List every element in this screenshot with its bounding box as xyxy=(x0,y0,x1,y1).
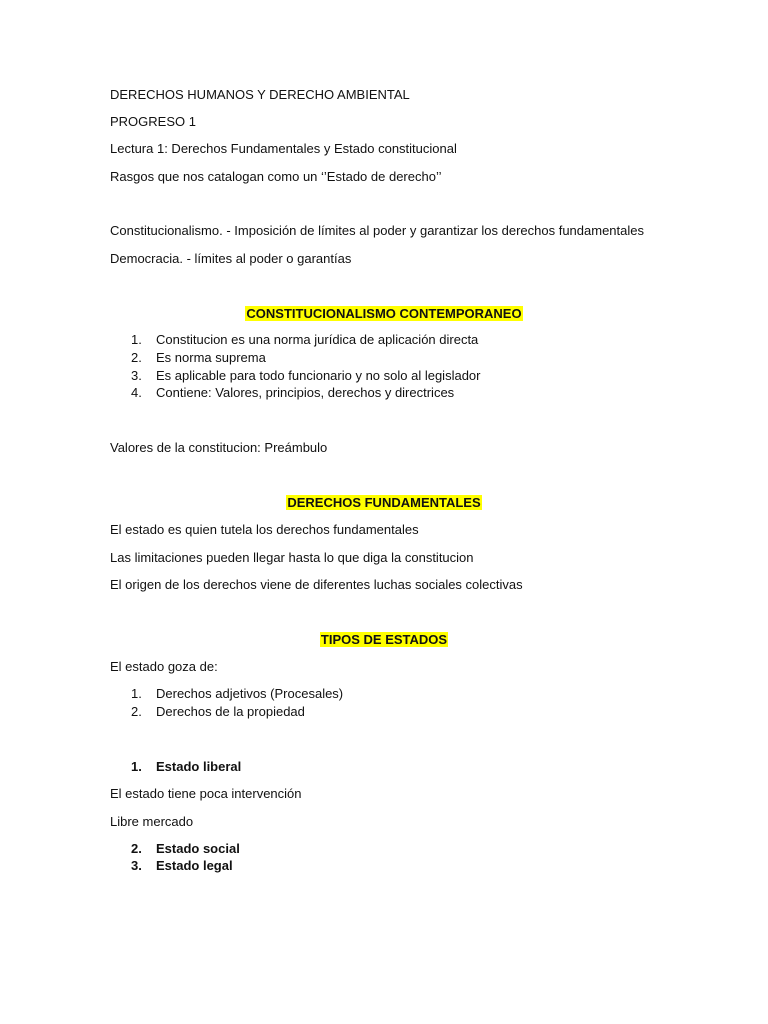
list-number: 2. xyxy=(131,704,142,719)
values-note: Valores de la constitucion: Preámbulo xyxy=(110,440,328,455)
paragraph-line: El estado tiene poca intervención xyxy=(110,786,302,801)
state-heading xyxy=(131,759,241,775)
state-heading xyxy=(131,858,233,874)
list-number: 3. xyxy=(131,368,142,383)
section-heading xyxy=(0,495,768,511)
intro-line: El estado goza de: xyxy=(110,659,218,674)
list-item xyxy=(131,368,480,384)
list-number: 3. xyxy=(131,858,142,873)
list-number: 1. xyxy=(131,686,142,701)
state-heading xyxy=(131,841,240,857)
section-heading xyxy=(0,632,768,648)
highlighted-heading: DERECHOS FUNDAMENTALES xyxy=(287,495,481,510)
list-number: 4. xyxy=(131,385,142,400)
course-title: DERECHOS HUMANOS Y DERECHO AMBIENTAL xyxy=(110,87,410,102)
list-text: Estado liberal xyxy=(156,759,242,774)
lecture-title: Lectura 1: Derechos Fundamentales y Estado constitucional xyxy=(110,141,457,156)
traits-line: Rasgos que nos catalogan como un ‘’Estado de derecho’’ xyxy=(110,169,442,184)
list-text: Estado legal xyxy=(156,858,233,873)
list-item xyxy=(131,385,454,401)
list-item xyxy=(131,350,266,366)
list-number: 1. xyxy=(131,332,142,347)
list-text: Es norma suprema xyxy=(156,350,266,365)
paragraph-line: El estado es quien tutela los derechos fundamentales xyxy=(110,522,419,537)
definition-constitucionalismo: Constitucionalismo. - Imposición de límites al poder y garantizar los derechos fundamentales xyxy=(110,223,644,238)
section-heading xyxy=(0,306,768,322)
list-text: Es aplicable para todo funcionario y no solo al legislador xyxy=(156,368,481,383)
definition-democracia: Democracia. - límites al poder o garantías xyxy=(110,251,352,266)
progress-label: PROGRESO 1 xyxy=(110,114,196,129)
list-number: 2. xyxy=(131,350,142,365)
list-text: Estado social xyxy=(156,841,240,856)
list-text: Derechos de la propiedad xyxy=(156,704,305,719)
highlighted-heading: TIPOS DE ESTADOS xyxy=(320,632,448,647)
list-item xyxy=(131,686,343,702)
list-item xyxy=(131,332,478,348)
list-number: 2. xyxy=(131,841,142,856)
paragraph-line: El origen de los derechos viene de diferentes luchas sociales colectivas xyxy=(110,577,523,592)
highlighted-heading: CONSTITUCIONALISMO CONTEMPORANEO xyxy=(246,306,522,321)
list-text: Contiene: Valores, principios, derechos y directrices xyxy=(156,385,455,400)
list-text: Constitucion es una norma jurídica de aplicación directa xyxy=(156,332,479,347)
list-text: Derechos adjetivos (Procesales) xyxy=(156,686,344,701)
paragraph-line: Libre mercado xyxy=(110,814,194,829)
list-number: 1. xyxy=(131,759,142,774)
list-item xyxy=(131,704,305,720)
paragraph-line: Las limitaciones pueden llegar hasta lo que diga la constitucion xyxy=(110,550,474,565)
